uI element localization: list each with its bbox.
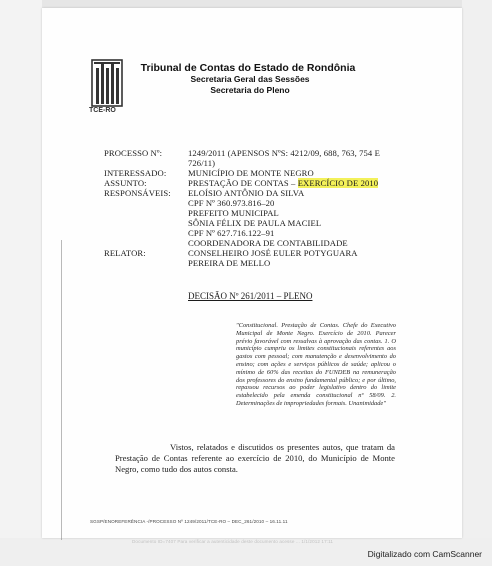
- secretariat-name: Secretaria Geral das Sessões: [190, 74, 310, 84]
- footer-faint-stamp: Documento ID=7407 Para verificar a autenticidade deste documento acesse ... 1/1/2012 17:11: [132, 539, 334, 544]
- assunto-text: PRESTAÇÃO DE CONTAS –: [188, 178, 298, 188]
- relator-value-cont: PEREIRA DE MELLO: [188, 258, 271, 268]
- interessado-value: MUNICÍPIO DE MONTE NEGRO: [188, 168, 314, 178]
- scan-artifact-line: [61, 240, 62, 540]
- scan-background-top: [0, 0, 492, 8]
- responsavel-line: PREFEITO MUNICIPAL: [188, 208, 279, 218]
- responsaveis-label: RESPONSÁVEIS:: [104, 188, 171, 198]
- assunto-highlight: EXERCÍCIO DE 2010: [297, 178, 379, 188]
- body-paragraph: Vistos, relatados e discutidos os presentes autos, que tratam da Prestação de Contas referente ao exercício de 2010, do Município de Monte Negro, como tudo dos autos consta.: [115, 442, 395, 474]
- assunto-value: [188, 178, 378, 188]
- responsavel-line: SÔNIA FÉLIX DE PAULA MACIEL: [188, 218, 322, 228]
- plenary-secretariat: Secretaria do Pleno: [210, 85, 290, 95]
- relator-value: CONSELHEIRO JOSÉ EULER POTYGUARA: [188, 248, 358, 258]
- processo-value: 1249/2011 (APENSOS NºS: 4212/09, 688, 763, 754 E: [188, 148, 380, 158]
- processo-label: PROCESSO Nº:: [104, 148, 163, 158]
- ementa-paragraph: "Constitucional. Prestação de Contas. Chefe do Executivo Municipal de Monte Negro. Exercício de 2010. Parecer prévio favorável com ressalvas à aprovação das contas. 1. O município cumpriu os limites constitucionais referentes aos gastos com pessoal; com manutenção e desenvolvimento do ensino; com ações e serviços públicos de saúde; aplicou o mínimo de 60% das receitas do FUNDEB na remuneração dos professores do ensino fundamental público; e por último, repassou recursos ao poder legislativo dentro do limite estabelecido pela emenda constitucional nº 58/09. 2. Determinações de impropriedades formais. Unanimidade": [236, 322, 396, 407]
- logo-label: TCE-RO: [89, 107, 116, 114]
- footer-reference: SGSP/ENOREFERÊNCIA -/PROCESSO Nº 1249/2011/TCE-RO – DEC_261/2010 – 16.11.11: [90, 519, 288, 524]
- camscanner-watermark: Digitalizado com CamScanner: [367, 549, 482, 559]
- responsavel-line: CPF Nº 627.716.122–91: [188, 228, 275, 238]
- court-name: Tribunal de Contas do Estado de Rondônia: [140, 62, 356, 74]
- processo-value-cont: 726/11): [188, 158, 216, 168]
- interessado-label: INTERESSADO:: [104, 168, 167, 178]
- responsavel-line: ELOÍSIO ANTÔNIO DA SILVA: [188, 188, 305, 198]
- assunto-label: ASSUNTO:: [104, 178, 147, 188]
- responsavel-line: COORDENADORA DE CONTABILIDADE: [188, 238, 348, 248]
- responsavel-line: CPF Nº 360.973.816–20: [188, 198, 275, 208]
- relator-label: RELATOR:: [104, 248, 146, 258]
- decisao-title: DECISÃO Nº 261/2011 – PLENO: [188, 291, 313, 301]
